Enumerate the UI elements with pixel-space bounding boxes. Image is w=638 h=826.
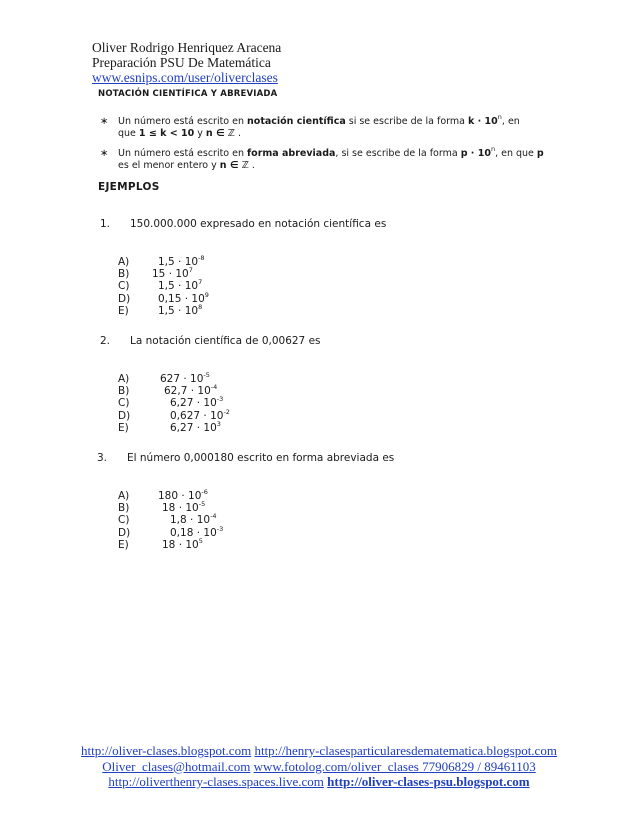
footer-spaces-link[interactable]: http://oliverthenry-clases.spaces.live.com [108, 774, 324, 789]
footer-fotolog-link[interactable]: www.fotolog.com/oliver_clases [253, 758, 419, 774]
definition-scientific: ∗ Un número está escrito en notación científica si se escribe de la forma $k \cdot 10^n$, en que 1 ≤ k < 10 y n ∈ ℤ . [100, 113, 520, 139]
question-number: 2. [100, 335, 111, 347]
header-subtitle: Preparación PSU De Matemática [92, 55, 271, 70]
question-text: 150.000.000 expresado en notación científica es [130, 218, 387, 230]
footer-link-blog[interactable]: http://oliver-clases.blogspot.com [81, 743, 252, 758]
question-text: La notación científica de 0,00627 es [130, 335, 321, 347]
question-text: El número 0,000180 escrito en forma abreviada es [127, 452, 395, 464]
bullet-icon: ∗ [100, 148, 109, 159]
section-title: NOTACIÓN CIENTÍFICA Y ABREVIADA [98, 89, 278, 99]
footer-phones: 77906829 / 89461103 [418, 758, 536, 774]
question-number: 1. [100, 218, 111, 230]
author-name: Oliver Rodrigo Henriquez Aracena [92, 40, 282, 55]
footer-email-link[interactable]: Oliver_clases@hotmail.com [102, 758, 251, 774]
header-link[interactable]: www.esnips.com/user/oliverclases [92, 70, 278, 85]
definition-abbreviated: ∗ Un número está escrito en forma abreviada, si se escribe de la forma $p \cdot 10^n$, en que p es el menor entero y n ∈ ℤ . [100, 145, 544, 171]
bullet-icon: ∗ [100, 116, 109, 127]
question-number: 3. [97, 452, 108, 464]
document-header [92, 40, 281, 85]
footer-psu-link[interactable]: http://oliver-clases-psu.blogspot.com [327, 774, 530, 789]
footer-link-henry[interactable]: http://henry-clasesparticularesdematematica.blogspot.com [254, 743, 557, 758]
document-footer [0, 743, 638, 790]
examples-heading: EJEMPLOS [98, 181, 160, 193]
